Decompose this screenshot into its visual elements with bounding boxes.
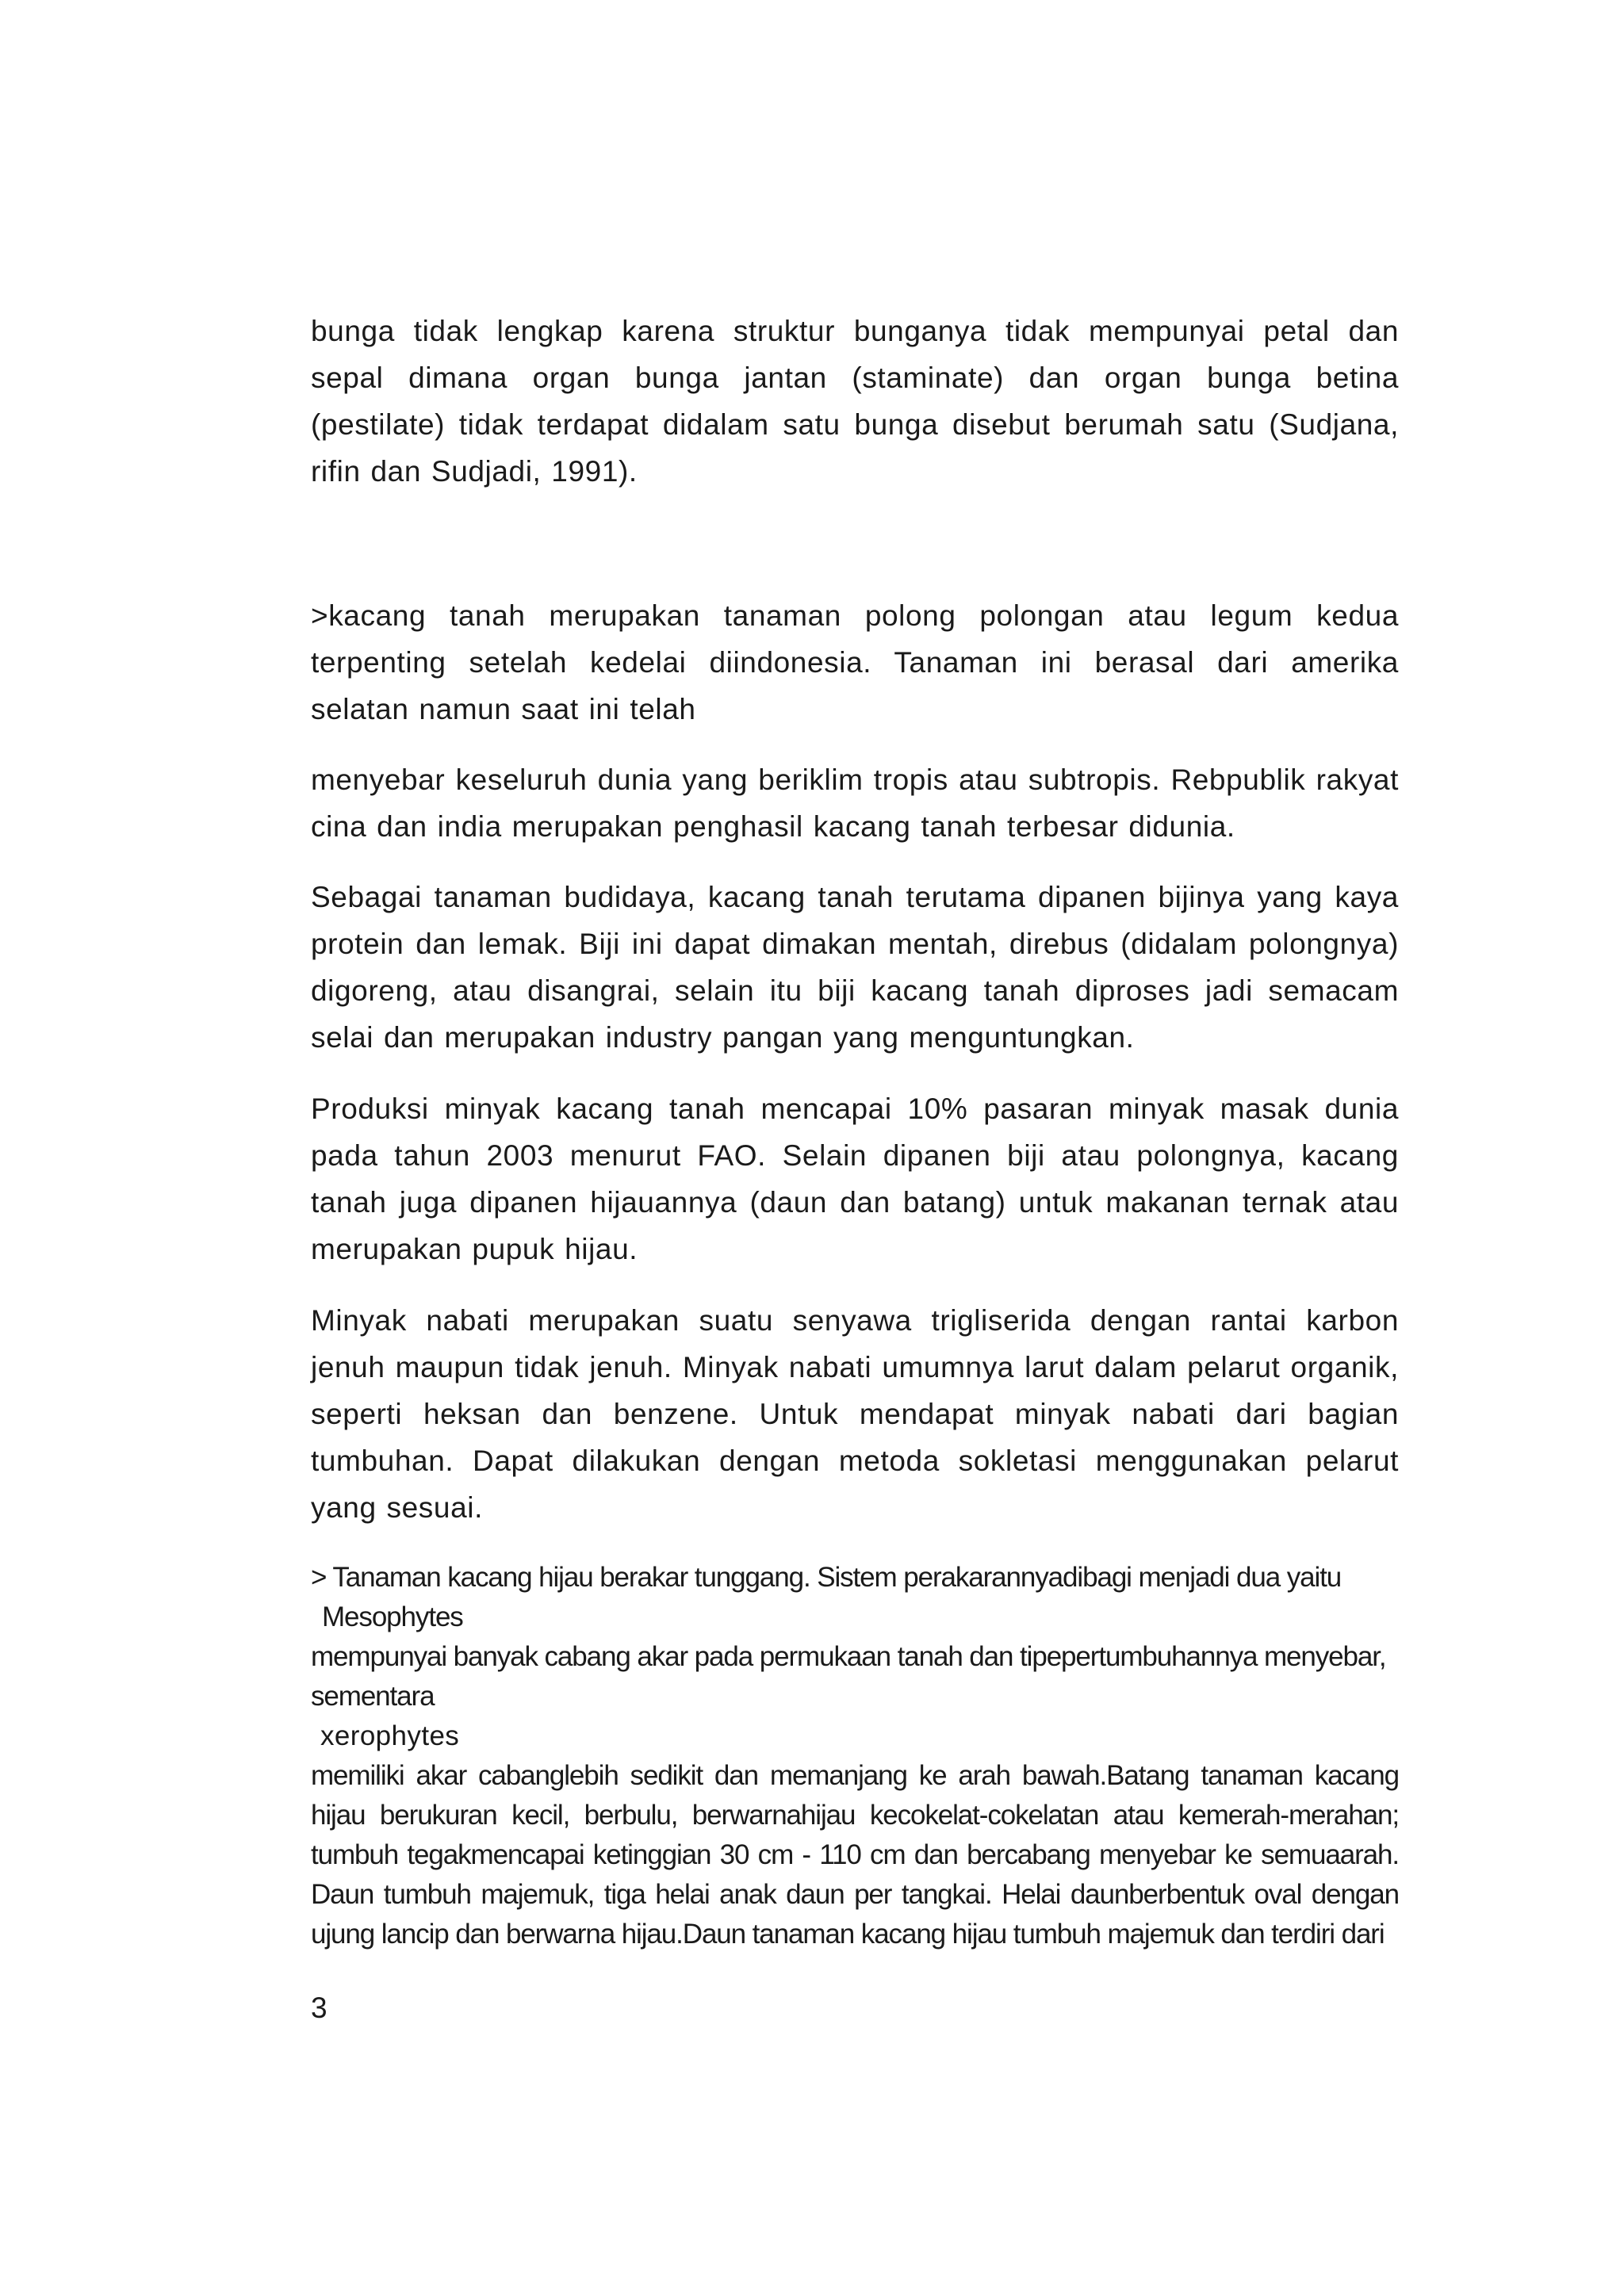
paragraph-flower-structure: bunga tidak lengkap karena struktur bunganya tidak mempunyai petal dan sepal dimana organ bunga jantan (staminate) dan organ bunga betina (pestilate) tidak terdapat didalam satu bunga disebut berumah satu (Sudjana, rifin dan Sudjadi, 1991). bbox=[311, 315, 1399, 488]
term-xerophytes: xerophytes bbox=[320, 1720, 460, 1751]
paragraph-peanut-distribution: menyebar keseluruh dunia yang beriklim tropis atau subtropis. Rebpublik rakyat cina dan india merupakan penghasil kacang tanah terbesar didunia. bbox=[311, 763, 1399, 843]
mung-bean-description: memiliki akar cabanglebih sedikit dan memanjang ke arah bawah.Batang tanaman kacang hijau berukuran kecil, berbulu, berwarnahijau kecokelat-cokelatan atau kemerah-merahan; tumbuh tegakmencapai ketinggian 30 cm - 110 cm dan bercabang menyebar ke semuaarah. Daun tumbuh majemuk, tiga helai anak daun per tangkai. Helai daunberbentuk oval dengan ujung lancip dan berwarna hijau.Daun tanaman kacang hijau tumbuh majemuk dan terdiri dari bbox=[311, 1760, 1399, 1950]
mesophytes-description: mempunyai banyak cabang akar pada permukaan tanah dan tipepertumbuhannya menyebar, bbox=[311, 1641, 1386, 1672]
paragraph-peanut-intro: >kacang tanah merupakan tanaman polong polongan atau legum kedua terpenting setelah kedelai diindonesia. Tanaman ini berasal dari amerika selatan namun saat ini telah bbox=[311, 599, 1399, 725]
section-mung-bean bbox=[311, 1558, 1399, 1954]
paragraph-peanut-cultivation: Sebagai tanaman budidaya, kacang tanah terutama dipanen bijinya yang kaya protein dan lemak. Biji ini dapat dimakan mentah, direbus (didalam polongnya) digoreng, atau disangrai, selain itu biji kacang tanah diproses jadi semacam selai dan merupakan industry pangan yang menguntungkan. bbox=[311, 881, 1399, 1054]
term-mesophytes: Mesophytes bbox=[322, 1601, 463, 1632]
transition-word: sementara bbox=[311, 1681, 435, 1712]
paragraph-vegetable-oil: Minyak nabati merupakan suatu senyawa trigliserida dengan rantai karbon jenuh maupun tidak jenuh. Minyak nabati umumnya larut dalam pelarut organik, seperti heksan dan benzene. Untuk mendapat minyak nabati dari bagian tumbuhan. Dapat dilakukan dengan metoda sokletasi menggunakan pelarut yang sesuai. bbox=[311, 1304, 1399, 1524]
paragraph-peanut-oil-production: Produksi minyak kacang tanah mencapai 10% pasaran minyak masak dunia pada tahun 2003 menurut FAO. Selain dipanen biji atau polongnya, kacang tanah juga dipanen hijauannya (daun dan batang) untuk makanan ternak atau merupakan pupuk hijau. bbox=[311, 1093, 1399, 1265]
mung-bean-root-intro: > Tanaman kacang hijau berakar tunggang. Sistem perakarannyadibagi menjadi dua yaitu bbox=[311, 1562, 1342, 1593]
page-number: 3 bbox=[311, 1992, 327, 2024]
